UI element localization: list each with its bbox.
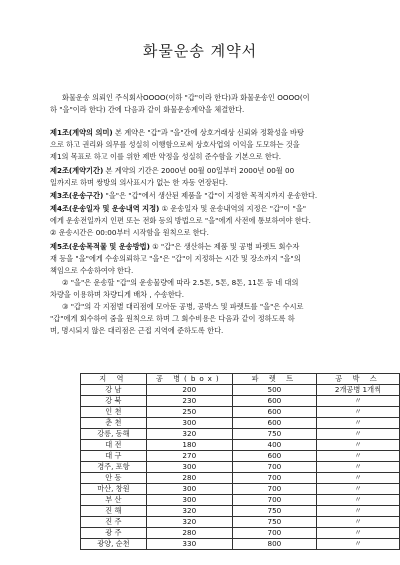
region-cell: 대 전	[81, 440, 147, 451]
bottle-fee-cell: 230	[146, 396, 232, 407]
article-2-line-2: 일까지로 하며 쌍방의 의사표시가 없는 한 자동 연장된다.	[50, 178, 228, 187]
bottle-fee-cell: 320	[146, 429, 232, 440]
header-region: 지 역	[81, 374, 147, 385]
table-row	[81, 506, 400, 517]
bottle-fee-cell: 280	[146, 473, 232, 484]
box-fee-cell: 〃	[316, 484, 399, 495]
bottle-fee-cell: 200	[146, 385, 232, 396]
table-row	[81, 385, 400, 396]
bottle-fee-cell: 280	[146, 528, 232, 539]
article-5-line-2: 재 등을 "을"에게 수송의뢰하고 "을"은 "갑"이 지정하는 시간 및 장소까지 "을"의	[50, 254, 301, 263]
table-header-row	[81, 374, 400, 385]
box-fee-cell: 〃	[316, 407, 399, 418]
article-1-line-1	[50, 127, 360, 139]
table-row	[81, 495, 400, 506]
box-fee-cell: 〃	[316, 517, 399, 528]
pallet-fee-cell: 700	[232, 473, 316, 484]
article-4-line-3: ② 운송시간은 00:00부터 시작함을 원칙으로 한다.	[50, 228, 209, 237]
document-title: 화물운송 계약서	[142, 42, 258, 60]
article-5-line-5: 차량을 이용하며 차량디게 배차 , 수송한다.	[50, 290, 185, 299]
region-cell: 광 주	[81, 528, 147, 539]
bottle-fee-cell: 300	[146, 484, 232, 495]
pallet-fee-cell: 400	[232, 440, 316, 451]
table-row	[81, 440, 400, 451]
article-5-line-7: "갑"에게 회수하여 줌을 원칙으로 하며 그 회수비용은 다음과 같이 정하도록 하	[50, 314, 295, 323]
pallet-fee-cell: 700	[232, 495, 316, 506]
box-fee-cell: 〃	[316, 528, 399, 539]
region-cell: 마산, 창원	[81, 484, 147, 495]
box-fee-cell: 〃	[316, 506, 399, 517]
box-fee-cell: 〃	[316, 429, 399, 440]
table-row	[81, 407, 400, 418]
box-fee-cell: 〃	[316, 495, 399, 506]
region-cell: 광양, 순천	[81, 539, 147, 550]
article-5-line-1	[50, 241, 360, 253]
article-4-line-2: 에게 운송전일까지 인편 또는 전화 등의 방법으로 "을"에게 사전에 통보하여야 한다.	[50, 216, 311, 225]
pallet-fee-cell: 600	[232, 418, 316, 429]
pallet-fee-cell: 600	[232, 407, 316, 418]
table-row	[81, 429, 400, 440]
pallet-fee-cell: 500	[232, 385, 316, 396]
table-row	[81, 418, 400, 429]
bottle-fee-cell: 320	[146, 517, 232, 528]
collection-fee-table	[80, 373, 400, 550]
pallet-fee-cell: 750	[232, 429, 316, 440]
region-cell: 강 북	[81, 396, 147, 407]
table-row	[81, 517, 400, 528]
article-3-heading: 제3조(운송구간)	[50, 191, 104, 200]
article-2-line-1	[50, 165, 360, 177]
article-1-line-2: 으로 하고 권리와 의무를 성실히 이행함으로써 상호사업의 이익을 도모하는 것을	[50, 140, 300, 149]
box-fee-cell: 2개공병 1개씩	[316, 385, 399, 396]
intro-line-1: 화물운송 의뢰인 주식회사OOOO(이하 "갑"이라 한다)과 화물운송인 OOOO(이	[62, 93, 310, 102]
article-5-line-4: ② "을"은 운송할 "갑"의 운송물량에 따라 2.5톤, 5톤, 8톤, 11톤 등 네 대의	[62, 278, 299, 287]
region-cell: 안 동	[81, 473, 147, 484]
region-cell: 강 남	[81, 385, 147, 396]
article-3-text: "을"은 "갑"에서 생산된 제품을 "갑"이 지정한 목적지까지 운송한다.	[103, 191, 318, 200]
bottle-fee-cell: 300	[146, 462, 232, 473]
table-row	[81, 451, 400, 462]
table-row	[81, 539, 400, 550]
bottle-fee-cell: 330	[146, 539, 232, 550]
article-5-text: ① "갑"은 생산하는 제품 및 공병 파렛트 회수자	[149, 242, 300, 251]
table-row	[81, 528, 400, 539]
bottle-fee-cell: 320	[146, 506, 232, 517]
region-cell: 춘 천	[81, 418, 147, 429]
article-3-line-1	[50, 190, 360, 202]
article-1-heading: 제1조(계약의 의미)	[50, 128, 113, 137]
box-fee-cell: 〃	[316, 539, 399, 550]
region-cell: 부 산	[81, 495, 147, 506]
table-row	[81, 473, 400, 484]
bottle-fee-cell: 180	[146, 440, 232, 451]
pallet-fee-cell: 700	[232, 528, 316, 539]
intro-line-2: 하 "을"이라 한다) 간에 다음과 같이 화물운송계약을 체결한다.	[50, 105, 245, 114]
article-5-heading: 제5조(운송목적물 및 운송방법)	[50, 242, 150, 251]
table-row	[81, 484, 400, 495]
article-1-line-3: 제1의 목표로 하고 이를 위한 제반 약정을 성실히 준수함을 기본으로 한다.	[50, 152, 282, 161]
header-box: 공 박 스	[316, 374, 399, 385]
bottle-fee-cell: 300	[146, 495, 232, 506]
article-5-line-6: ③ "갑"의 각 지점별 대리점에 모아둔 공병, 공박스 및 파렛트를 "을"은 수시로	[62, 302, 304, 311]
pallet-fee-cell: 600	[232, 451, 316, 462]
table-body	[81, 385, 400, 550]
table-row	[81, 396, 400, 407]
article-2-heading: 제2조(계약기간)	[50, 166, 104, 175]
pallet-fee-cell: 700	[232, 484, 316, 495]
region-cell: 진 주	[81, 517, 147, 528]
header-bottle: 공 병(box)	[146, 374, 232, 385]
box-fee-cell: 〃	[316, 440, 399, 451]
pallet-fee-cell: 600	[232, 396, 316, 407]
article-4-line-1	[50, 203, 360, 215]
region-cell: 경주, 포항	[81, 462, 147, 473]
article-4-text: ① 운송일자 및 운송내역의 지정은 "갑"이 "을"	[159, 204, 307, 213]
article-5-line-3: 책임으로 수송하여야 한다.	[50, 266, 134, 275]
bottle-fee-cell: 270	[146, 451, 232, 462]
box-fee-cell: 〃	[316, 473, 399, 484]
region-cell: 강릉, 동해	[81, 429, 147, 440]
table-row	[81, 462, 400, 473]
region-cell: 대 구	[81, 451, 147, 462]
article-2-text: 본 계약의 기간은 2000년 00월 00일부터 2000년 00월 00	[103, 166, 295, 175]
box-fee-cell: 〃	[316, 462, 399, 473]
pallet-fee-cell: 750	[232, 506, 316, 517]
article-4-heading: 제4조(운송일자 및 운송내역 지정)	[50, 204, 160, 213]
pallet-fee-cell: 700	[232, 462, 316, 473]
box-fee-cell: 〃	[316, 451, 399, 462]
box-fee-cell: 〃	[316, 396, 399, 407]
article-5-line-8: 며, 명시되지 않은 대리점은 근접 지역에 준하도록 한다.	[50, 326, 224, 335]
article-1-text: 본 계약은 "갑"과 "을"간에 상호거래상 신뢰와 정확성을 바탕	[112, 128, 304, 137]
header-pallet: 파 렛 트	[232, 374, 316, 385]
region-cell: 인 천	[81, 407, 147, 418]
bottle-fee-cell: 300	[146, 418, 232, 429]
pallet-fee-cell: 800	[232, 539, 316, 550]
region-cell: 진 해	[81, 506, 147, 517]
bottle-fee-cell: 250	[146, 407, 232, 418]
box-fee-cell: 〃	[316, 418, 399, 429]
pallet-fee-cell: 750	[232, 517, 316, 528]
